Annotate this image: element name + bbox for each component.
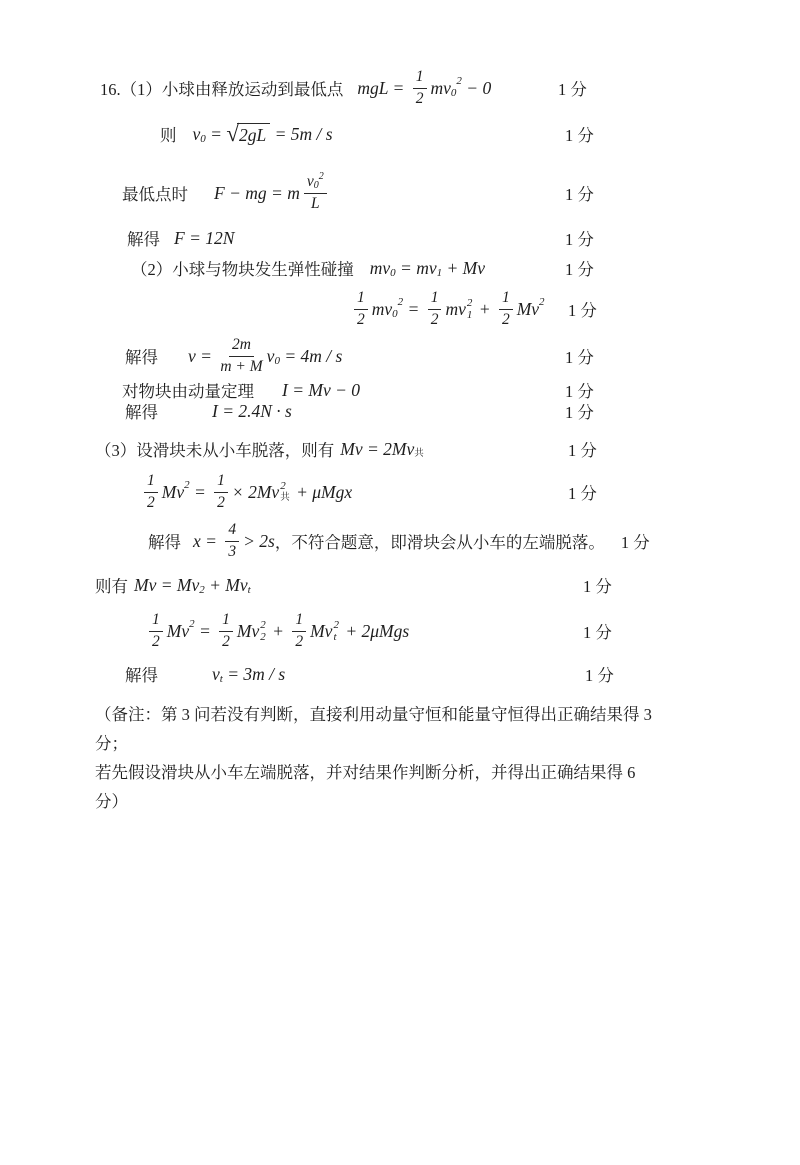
score-mark: 1 分 — [565, 403, 594, 422]
solution-line-6 — [0, 285, 800, 333]
score-mark: 1 分 — [565, 348, 594, 367]
fraction: $\frac{1}{2}$ — [413, 68, 427, 108]
solution-line-10 — [0, 436, 800, 462]
score-mark: 1 分 — [583, 623, 612, 642]
conclusion-text: ，不符合题意，即滑块会从小车的左端脱落。 — [274, 533, 605, 552]
formula-energy-release: mgL = $\frac{1}{2}$ mv $_0$ $^2$ − 0 — [357, 68, 492, 107]
fraction: $\frac{1}{2}$ — [428, 289, 442, 329]
grading-note-line-1: （备注：第 3 问若没有判断，直接利用动量守恒和能量守恒得出正确结果得 3 分； — [95, 705, 652, 753]
score-mark: 1 分 — [620, 533, 650, 552]
line-label: 对物块由动量定理 — [122, 382, 254, 401]
square-root: √ 2gL — [226, 123, 270, 146]
fraction: $\frac{1}{2}$ — [214, 472, 228, 512]
solution-line-3 — [0, 169, 800, 217]
solution-line-9 — [0, 398, 800, 424]
score-mark: 1 分 — [568, 484, 597, 503]
fraction: $\frac{1}{2}$ — [354, 289, 368, 329]
line-label: 解得 — [127, 230, 160, 249]
subsup-stack: 2 2 — [260, 618, 266, 643]
formula-energy-2: $\frac{1}{2}$ Mv $^2$ = $\frac{1}{2}$ Mv 2 2 + $\frac{1}{2}$ Mv 2 t + 2μMgs — [145, 611, 409, 651]
formula-force: F = 12N — [174, 227, 235, 248]
formula-energy-friction: $\frac{1}{2}$ Mv $^2$ = $\frac{1}{2}$ × 2Mv 2 共 + μMgx — [140, 472, 352, 512]
formula-common-velocity: Mv = 2Mv $_共$ — [340, 438, 424, 460]
line-label: 解得 — [125, 666, 158, 685]
fraction: $\frac{1}{2}$ — [499, 289, 513, 329]
line-label: 则 — [160, 126, 177, 145]
solution-line-1 — [0, 64, 800, 112]
formula-impulse-theorem: I = Mv − 0 — [282, 379, 361, 400]
formula-momentum-2: Mv = Mv $_2$ + Mv $_t$ — [134, 574, 251, 596]
solution-line-15 — [0, 661, 800, 687]
score-mark: 1 分 — [583, 577, 612, 596]
fraction: $\frac{4}{3}$ — [225, 521, 239, 561]
subsup-stack: 2 t — [333, 618, 339, 643]
formula-impulse-value: I = 2.4N · s — [212, 400, 292, 421]
score-mark: 1 分 — [565, 185, 594, 204]
fraction: $\frac{1}{2}$ — [149, 611, 163, 651]
score-mark: 1 分 — [558, 80, 587, 99]
subsup-stack: 2 共 — [280, 479, 290, 503]
line-label: 则有 — [95, 577, 128, 596]
formula-velocity: v = $\frac{2m}{m + M}$ v $_0$ = 4m / s — [188, 336, 343, 375]
fraction: $\frac{2m}{m + M}$ — [220, 336, 263, 375]
formula-lowest-point: F − mg = m v $_0$ $^2$ L — [214, 173, 331, 213]
score-mark: 1 分 — [568, 441, 597, 460]
grading-note-line-2: 若先假设滑块从小车左端脱落，并对结果作判断分析，并得出正确结果得 6 分） — [95, 763, 636, 811]
solution-line-2 — [0, 121, 800, 147]
score-mark: 1 分 — [565, 382, 594, 401]
score-mark: 1 分 — [568, 301, 597, 320]
line-label: 解得 — [125, 403, 158, 422]
formula-kinetic-energy: $\frac{1}{2}$ mv $_0$ $^2$ = $\frac{1}{2}$ mv 2 1 + $\frac{1}{2}$ Mv $^2$ — [350, 289, 545, 329]
fraction: $\frac{1}{2}$ — [219, 611, 233, 651]
line-label: 16.（1）小球由释放运动到最低点 — [100, 80, 344, 99]
solution-line-13 — [0, 572, 800, 598]
formula-momentum: mv $_0$ = mv $_1$ + Mv — [369, 257, 486, 279]
score-mark: 1 分 — [565, 126, 594, 145]
score-mark: 1 分 — [585, 666, 614, 685]
radical-sign: √ — [226, 120, 239, 146]
solution-line-12 — [0, 517, 800, 565]
score-mark: 1 分 — [565, 230, 594, 249]
solution-line-11 — [0, 468, 800, 516]
formula-final-velocity: v $_t$ = 3m / s — [212, 663, 286, 685]
line-label: 解得 — [148, 533, 181, 552]
solution-line-7 — [0, 332, 800, 380]
fraction: v $_0$ $^2$ L — [304, 173, 327, 213]
fraction: $\frac{1}{2}$ — [292, 611, 306, 651]
subsup-stack: 2 1 — [466, 296, 473, 321]
formula-v0: v $_0$ = √ 2gL = 5m / s — [192, 120, 333, 146]
line-label: （3）设滑块未从小车脱落，则有 — [95, 441, 335, 460]
line-label: 解得 — [125, 348, 158, 367]
fraction: $\frac{1}{2}$ — [144, 472, 158, 512]
grading-note — [95, 700, 655, 816]
line-label: （2）小球与物块发生弹性碰撞 — [131, 260, 354, 279]
score-mark: 1 分 — [565, 260, 594, 279]
solution-line-14 — [0, 607, 800, 655]
formula-distance-check: x = $\frac{4}{3}$ > 2s — [193, 521, 275, 560]
solution-line-4 — [0, 225, 800, 251]
solution-line-5 — [0, 255, 800, 281]
line-label: 最低点时 — [122, 185, 188, 204]
